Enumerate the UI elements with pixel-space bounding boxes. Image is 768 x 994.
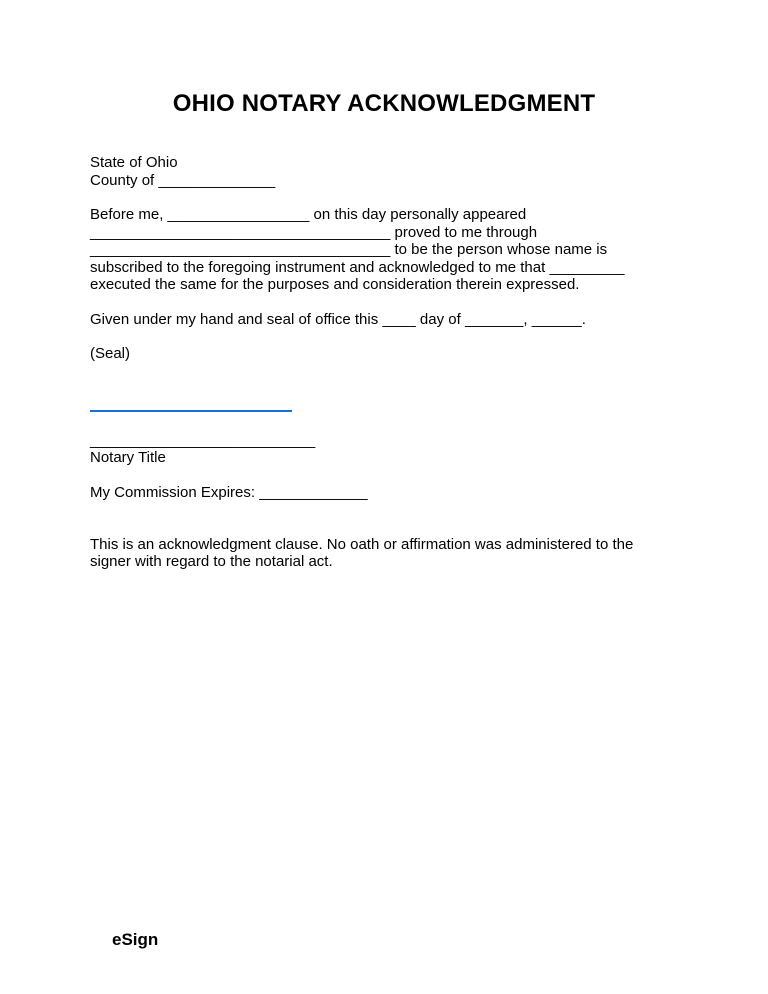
signature-line[interactable] [90, 410, 292, 412]
body-line-3: ____________________________________ to be the person whose name is [90, 241, 608, 258]
body-line-5: executed the same for the purposes and consideration therein expressed. [90, 276, 580, 293]
esign-logo: eSign [112, 930, 159, 949]
body-line-1: Before me, _________________ on this day personally appeared [90, 206, 527, 223]
clause-line-2: signer with regard to the notarial act. [90, 553, 333, 570]
seal-label: (Seal) [90, 345, 131, 362]
body-line-4: subscribed to the foregoing instrument and acknowledged to me that _________ [90, 259, 625, 276]
county-line: County of ______________ [90, 172, 276, 189]
commission-line: My Commission Expires: _____________ [90, 484, 368, 501]
document-title: OHIO NOTARY ACKNOWLEDGMENT [172, 90, 596, 117]
title-signature-line: ___________________________ [90, 432, 316, 449]
given-line: Given under my hand and seal of office this ____ day of _______, ______. [90, 311, 586, 328]
state-line: State of Ohio [90, 154, 178, 171]
notary-title-label: Notary Title [90, 449, 166, 466]
clause-line-1: This is an acknowledgment clause. No oath or affirmation was administered to the [90, 536, 634, 553]
body-line-2: ____________________________________ proved to me through [90, 224, 538, 241]
